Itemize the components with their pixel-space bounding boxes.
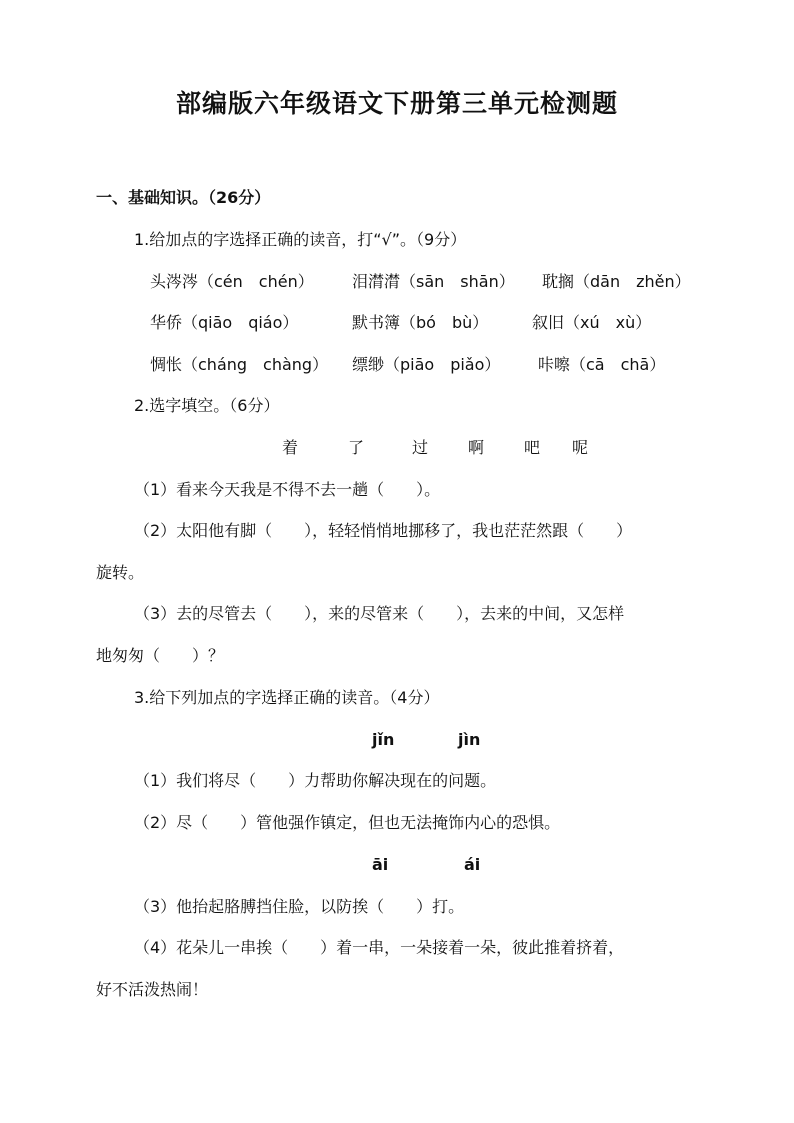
q2-option: 啊 bbox=[468, 438, 485, 457]
q2-item-3: （3）去的尽管去（ ），来的尽管来（ ），去来的中间，又怎样 bbox=[134, 604, 625, 623]
page-title: 部编版六年级语文下册第三单元检测题 bbox=[175, 89, 618, 118]
q1-item: 头涔涔（cén chén） bbox=[150, 272, 314, 291]
q2-option: 着 bbox=[282, 438, 299, 457]
q3-pinyin: jìn bbox=[458, 730, 481, 749]
q3-item-3: （3）他抬起胳膊挡住脸，以防挨（ ）打。 bbox=[134, 897, 465, 916]
q2-item-1: （1）看来今天我是不得不去一趟（ ）。 bbox=[134, 480, 441, 499]
q3-pinyin: ái bbox=[464, 855, 481, 874]
q1-item: 耽搁（dān zhěn） bbox=[542, 272, 691, 291]
q1-item: 缥缈（piāo piǎo） bbox=[352, 355, 501, 374]
question-1-prompt: 1.给加点的字选择正确的读音，打“√”。（9分） bbox=[134, 230, 467, 249]
q3-item-2: （2）尽（ ）管他强作镇定，但也无法掩饰内心的恐惧。 bbox=[134, 813, 561, 832]
q2-option: 吧 bbox=[524, 438, 541, 457]
q2-item-2: （2）太阳他有脚（ ），轻轻悄悄地挪移了，我也茫茫然跟（ ） bbox=[134, 521, 633, 540]
q2-options bbox=[0, 437, 794, 459]
q3-pinyin: āi bbox=[372, 855, 389, 874]
q2-option: 呢 bbox=[572, 438, 589, 457]
q2-option: 了 bbox=[348, 438, 365, 457]
q2-item-3-cont: 地匆匆（ ）？ bbox=[96, 646, 225, 665]
q2-option: 过 bbox=[412, 438, 429, 457]
q1-item: 惆怅（cháng chàng） bbox=[150, 355, 329, 374]
q1-item: 泪潸潸（sān shān） bbox=[352, 272, 515, 291]
q3-item-4: （4）花朵儿一串挨（ ）着一串，一朵接着一朵，彼此推着挤着， bbox=[134, 938, 625, 957]
q1-item: 默书簿（bó bù） bbox=[352, 313, 489, 332]
q3-pinyin-options-b bbox=[0, 854, 794, 876]
q3-item-1: （1）我们将尽（ ）力帮助你解决现在的问题。 bbox=[134, 771, 497, 790]
q3-pinyin-options-a bbox=[0, 729, 794, 751]
question-2-prompt: 2.选字填空。（6分） bbox=[134, 396, 280, 415]
q1-item: 华侨（qiāo qiáo） bbox=[150, 313, 299, 332]
section-heading: 一、基础知识。（26分） bbox=[96, 188, 271, 207]
q2-item-2-cont: 旋转。 bbox=[96, 563, 145, 582]
question-3-prompt: 3.给下列加点的字选择正确的读音。（4分） bbox=[134, 688, 440, 707]
q3-pinyin: jǐn bbox=[372, 730, 395, 749]
q1-item: 叙旧（xú xù） bbox=[532, 313, 652, 332]
q3-item-4-cont: 好不活泼热闹！ bbox=[96, 980, 209, 999]
q1-item: 咔嚓（cā chā） bbox=[538, 355, 666, 374]
